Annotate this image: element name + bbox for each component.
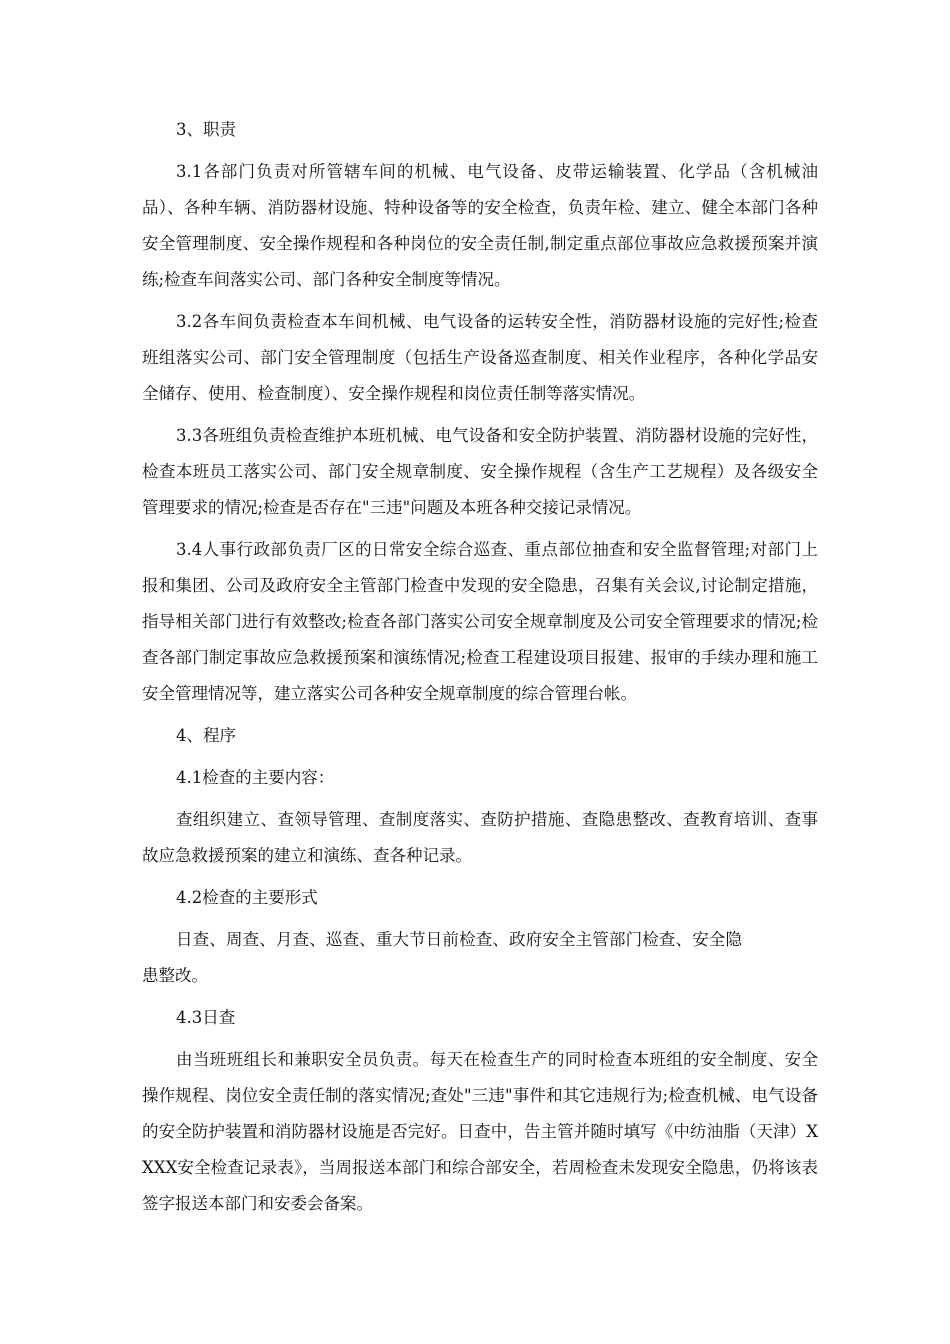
paragraph-4-2-title: 4.2检查的主要形式 — [176, 888, 318, 907]
section-heading-responsibilities: 3、职责 — [176, 120, 236, 139]
section-heading-procedure: 4、程序 — [176, 726, 236, 745]
paragraph-3-3: 3.3各班组负责检查维护本班机械、电气设备和安全防护装置、消防器材设施的完好性，检查本班员工落实公司、部门安全规章制度、安全操作规程（含生产工艺规程）及各级安全管理要求的情况;检查是否存在"三违"问题及本班各种交接记录情况。 — [142, 426, 818, 517]
document-body — [142, 112, 818, 1222]
paragraph-4-2-body: 日查、周查、月查、巡查、重大节日前检查、政府安全主管部门检查、安全隐患整改。 — [142, 930, 742, 985]
paragraph-4-3-title: 4.3日查 — [176, 1008, 236, 1027]
paragraph-3-2: 3.2各车间负责检查本车间机械、电气设备的运转安全性，消防器材设施的完好性;检查班组落实公司、部门安全管理制度（包括生产设备巡查制度、相关作业程序，各种化学品安全储存、使用、检查制度）、安全操作规程和岗位责任制等落实情况。 — [142, 312, 818, 403]
paragraph-4-3-body: 由当班班组长和兼职安全员负责。每天在检查生产的同时检查本班组的安全制度、安全操作规程、岗位安全责任制的落实情况;查处"三违"事件和其它违规行为;检查机械、电气设备的安全防护装置和消防器材设施是否完好。日查中，告主管并随时填写《中纺油脂（天津）XXXX安全检查记录表》，当周报送本部门和综合部安全，若周检查未发现安全隐患，仍将该表签字报送本部门和安委会备案。 — [142, 1050, 818, 1213]
paragraph-4-1-body: 查组织建立、查领导管理、查制度落实、查防护措施、查隐患整改、查教育培训、查事故应急救援预案的建立和演练、查各种记录。 — [142, 810, 818, 865]
paragraph-4-1-title: 4.1检查的主要内容： — [176, 768, 335, 787]
paragraph-3-1: 3.1各部门负责对所管辖车间的机械、电气设备、皮带运输装置、化学品（含机械油品）、各种车辆、消防器材设施、特种设备等的安全检查，负责年检、建立、健全本部门各种安全管理制度、安全操作规程和各种岗位的安全责任制,制定重点部位事故应急救援预案并演练;检查车间落实公司、部门各种安全制度等情况。 — [142, 162, 818, 289]
paragraph-3-4: 3.4人事行政部负责厂区的日常安全综合巡查、重点部位抽查和安全监督管理;对部门上报和集团、公司及政府安全主管部门检查中发现的安全隐患，召集有关会议,讨论制定措施，指导相关部门进行有效整改;检查各部门落实公司安全规章制度及公司安全管理要求的情况;检查各部门制定事故应急救援预案和演练情况;检查工程建设项目报建、报审的手续办理和施工安全管理情况等，建立落实公司各种安全规章制度的综合管理台帐。 — [142, 540, 818, 703]
